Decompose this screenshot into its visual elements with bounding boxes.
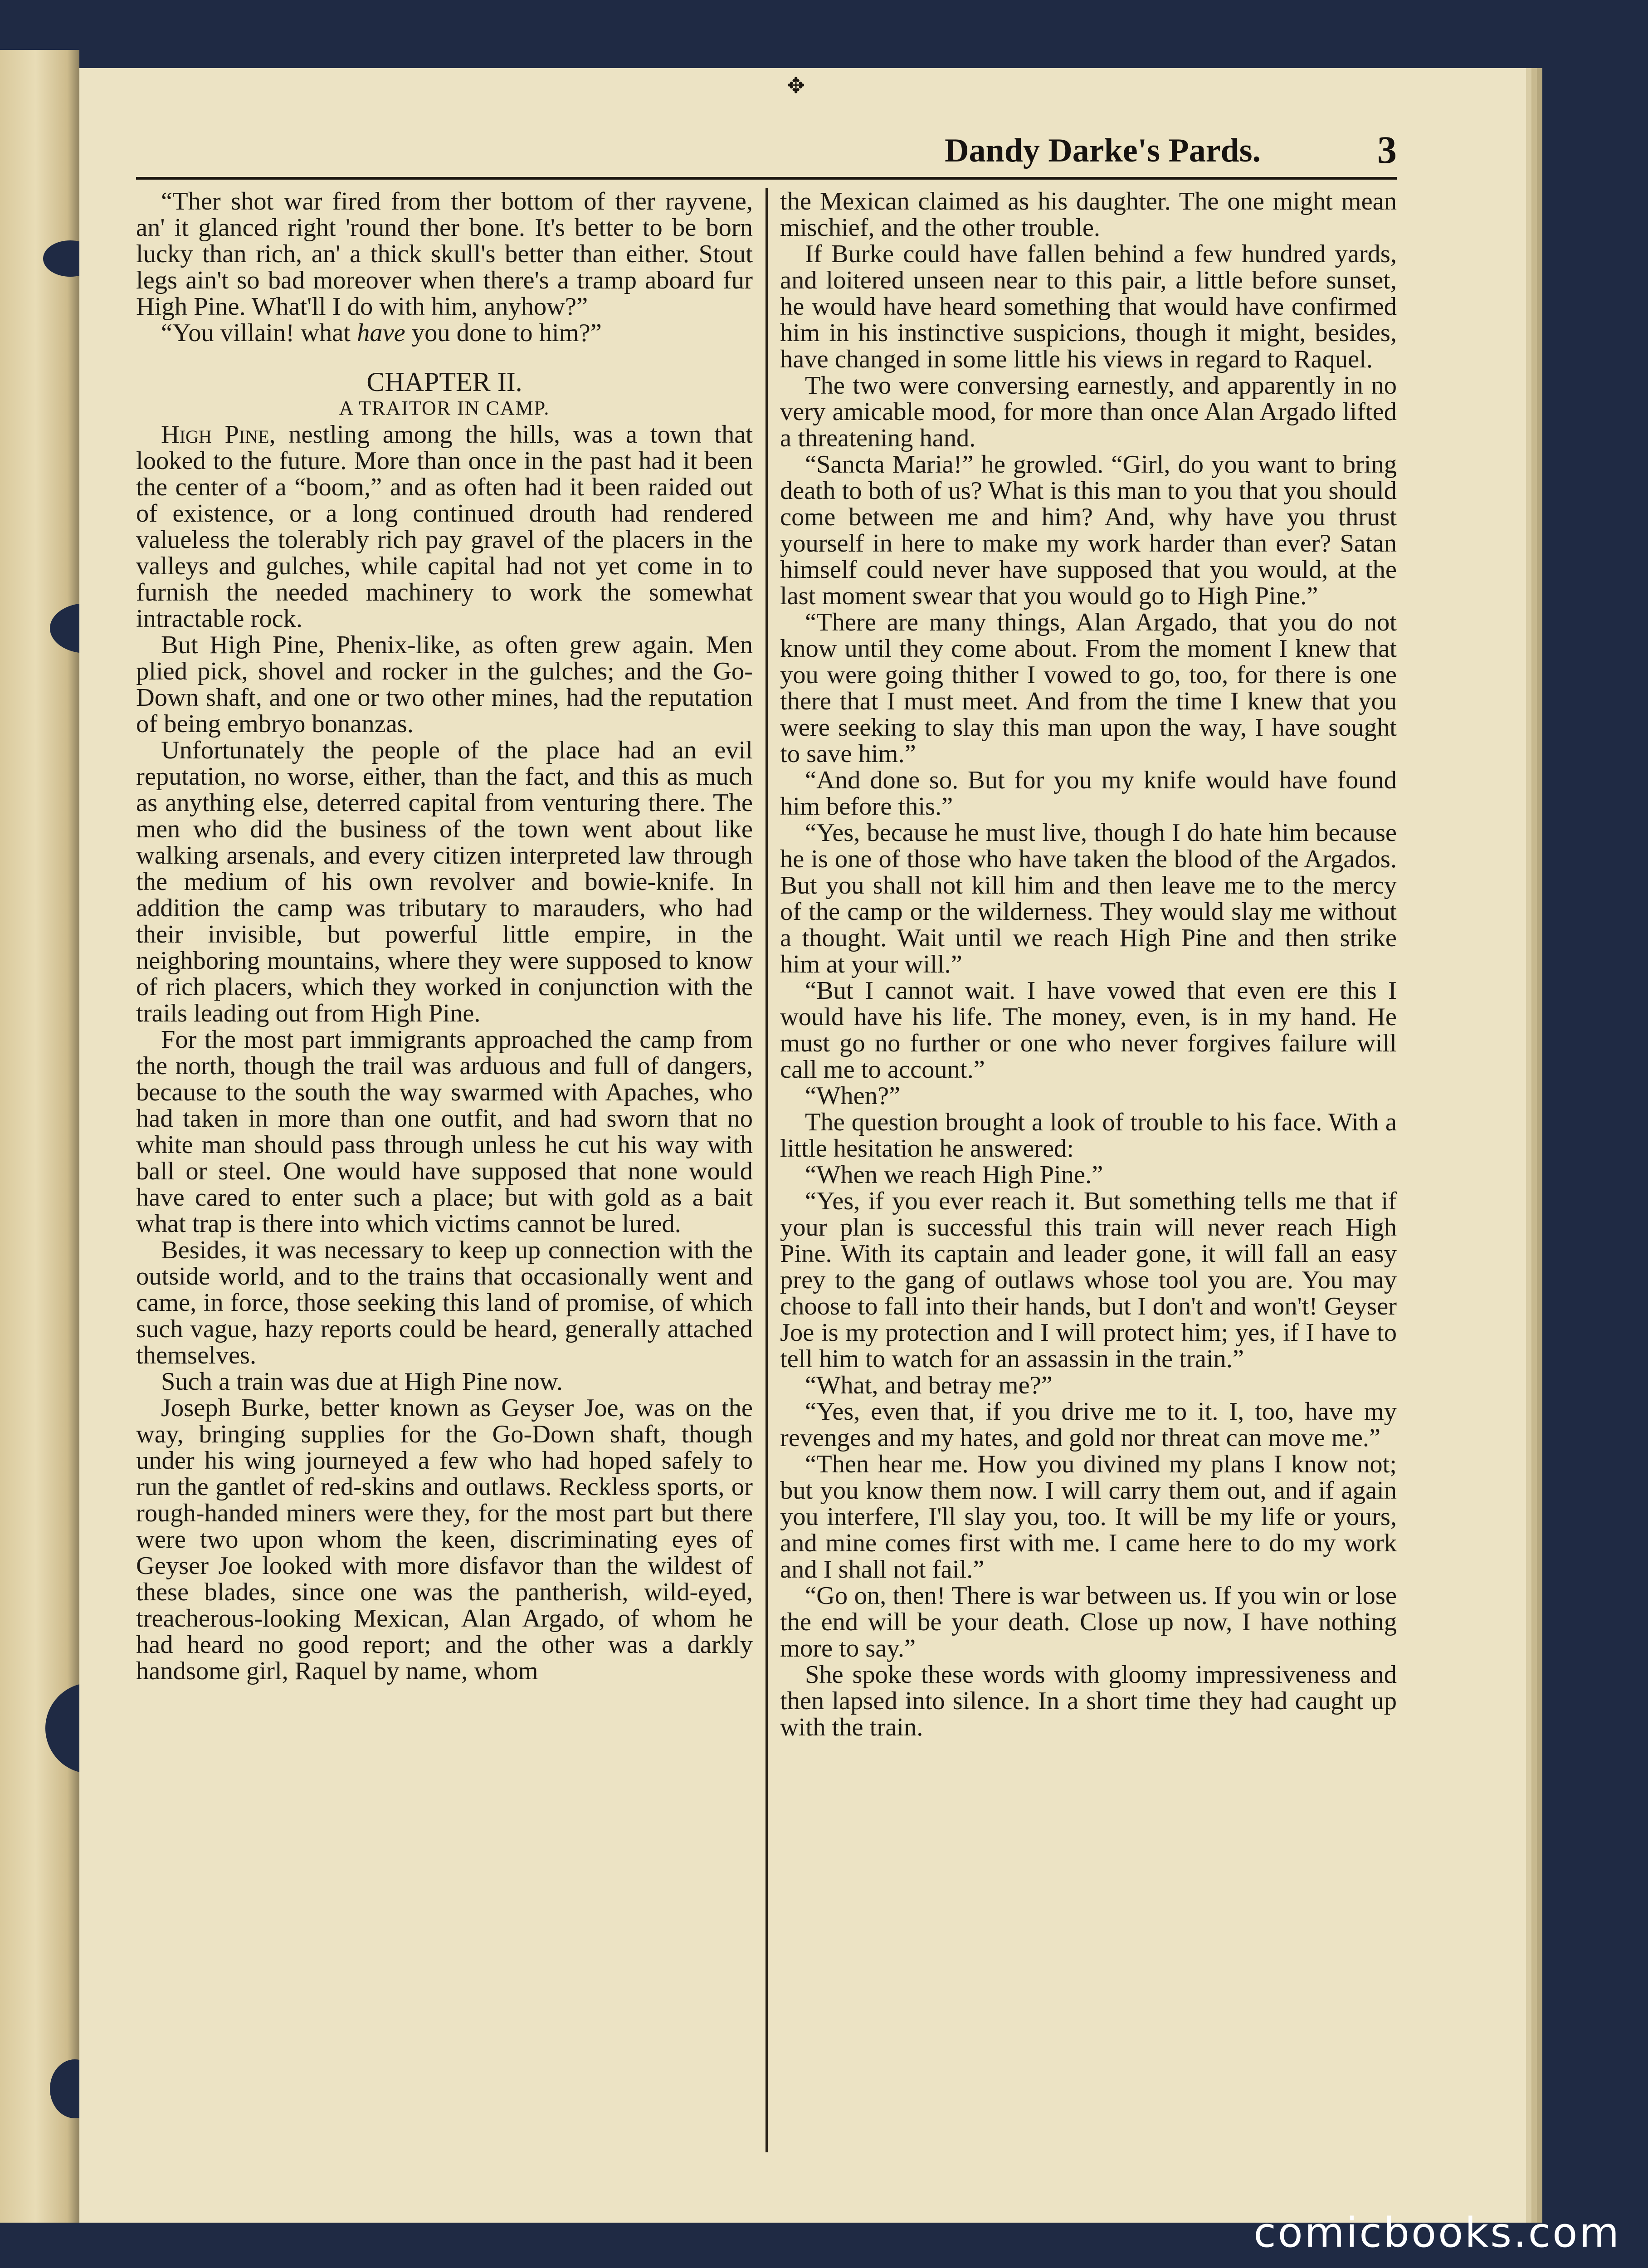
paragraph: Such a train was due at High Pine now. — [161, 1368, 563, 1396]
page-ornament: ✥ — [787, 74, 805, 98]
page-header — [136, 127, 1397, 180]
left-column — [136, 188, 753, 2152]
paragraph: “Yes, even that, if you drive me to it. I, too, have my revenges and my hates, and gold nor threat can move me.” — [780, 1398, 1397, 1452]
column-rule — [765, 188, 768, 2152]
emphasis-text: have — [357, 319, 405, 347]
small-caps-text: High Pine — [161, 420, 269, 449]
paragraph — [136, 320, 753, 346]
right-column — [780, 188, 1397, 2152]
paragraph: The question brought a look of trouble to his face. With a little hesitation he answered: — [780, 1108, 1397, 1163]
text-columns — [136, 188, 1397, 2152]
paragraph: For the most part immigrants approached the camp from the north, though the trail was arduous and full of dangers, because to the south the way swarmed with Apaches, who had taken in more than one outfit, and had sworn that no white man should pass through unless he cut his way with ball or steel. One would have supposed that none would have cared to enter such a place; but with gold as a bait what trap is there into which victims cannot be lured. — [136, 1026, 753, 1238]
paragraph: If Burke could have fallen behind a few hundred yards, and loitered unseen near to this pair, a little before sunset, he would have heard something that would have confirmed him in his instinctive suspicions, though it might, besides, have changed in some little his views in regard to Raquel. — [780, 240, 1397, 373]
paragraph: She spoke these words with gloomy impressiveness and then lapsed into silence. In a short time they had caught up with the train. — [780, 1661, 1397, 1741]
page-number: 3 — [1377, 128, 1397, 171]
paragraph: “Yes, if you ever reach it. But something tells me that if your plan is successful this train will never reach High Pine. With its captain and leader gone, it will fall an easy prey to the gang of outlaws whose tool you are. You may choose to fall into their hands, but I don't and won't! Geyser Joe is my protection and I will protect him; yes, if I have to tell him to watch for an assassin in the train.” — [780, 1187, 1397, 1373]
paragraph — [136, 421, 753, 632]
paragraph: The two were conversing earnestly, and apparently in no very amicable mood, for more than once Alan Argado lifted a threatening hand. — [780, 371, 1397, 452]
text-run: , nestling among the hills, was a town that looked to the future. More than once in the past had it been the center of a “boom,” and as often had it been raided out of existence, or a long continued drouth had rendered valueless the tolerably rich pay gravel of the placers in the valleys and gulches, while capital had not yet come in to furnish the needed machinery to work the somewhat intractable rock. — [136, 420, 753, 633]
paragraph: But High Pine, Phenix-like, as often grew again. Men plied pick, shovel and rocker in the gulches; and the Go-Down shaft, and one or two other mines, had the reputation of being embryo bonanzas. — [136, 631, 753, 738]
paragraph: Unfortunately the people of the place had an evil reputation, no worse, either, than the fact, and this as much as anything else, deterred capital from venturing there. The men who did the business of the town went about like walking arsenals, and every citizen interpreted law through the medium of his own revolver and bowie-knife. In addition the camp was tributary to marauders, who had their invisible, but powerful little empire, in the neighboring mountains, where they were supposed to know of rich placers, which they worked in conjunction with the trails leading out from High Pine. — [136, 736, 753, 1027]
paragraph: “There are many things, Alan Argado, that you do not know until they come about. From the moment I knew that you were going thither I vowed to go, too, for there is one there that I must meet. And from the time I knew that you were seeking to slay this man upon the way, I have sought to save him.” — [780, 608, 1397, 768]
paragraph: “But I cannot wait. I have vowed that even ere this I would have his life. The money, even, is in my hand. He must go no further or one who never forgives failure will call me to account.” — [780, 977, 1397, 1084]
site-watermark: comicbooks.com — [1253, 2209, 1621, 2257]
paragraph: “Ther shot war fired from ther bottom of ther rayvene, an' it glanced right 'round ther bone. It's better to be born lucky than rich, an' a thick skull's better than either. Stout legs ain't so bad moreover when there's a tramp aboard fur High Pine. What'll I do with him, anyhow?” — [136, 188, 753, 321]
paragraph: “And done so. But for you my knife would have found him before this.” — [780, 766, 1397, 821]
paragraph: Besides, it was necessary to keep up connection with the outside world, and to the trains that occasionally went and came, in force, those seeking this land of promise, of which such vague, hazy reports could be heard, generally attached themselves. — [136, 1236, 753, 1369]
chapter-subtitle: A TRAITOR IN CAMP. — [339, 397, 550, 419]
text-run: you done to him?” — [405, 319, 602, 347]
paragraph: “When we reach High Pine.” — [805, 1161, 1103, 1189]
left-page-edge — [0, 50, 79, 2223]
running-title: Dandy Darke's Pards. — [945, 132, 1261, 169]
paragraph: “Then hear me. How you divined my plans I know not; but you know them now. I will carry them out, and if again you interfere, I'll slay you, too. It will be my life or yours, and mine comes first with me. I came here to do my work and I shall not fail.” — [780, 1450, 1397, 1584]
chapter-title: CHAPTER II. — [366, 367, 522, 397]
paragraph: Joseph Burke, better known as Geyser Joe, was on the way, bringing supplies for the Go-Down shaft, though under his wing journeyed a few who had hoped safely to run the gantlet of red-skins and outlaws. Reckless sports, or rough-handed miners were they, for the most part but there were two upon whom the keen, discriminating eyes of Geyser Joe looked with more disfavor than the wildest of these blades, since one was the pantherish, wild-eyed, treacherous-looking Mexican, Alan Argado, of whom he had heard no good report; and the other was a darkly handsome girl, Raquel by name, whom — [136, 1394, 753, 1685]
paragraph: “Yes, because he must live, though I do hate him because he is one of those who have taken the blood of the Argados. But you shall not kill him and then leave me to the mercy of the camp or the wilderness. They would slay me without a thought. Wait until we reach High Pine and then strike him at your will.” — [780, 819, 1397, 978]
paragraph: “Go on, then! There is war between us. If you win or lose the end will be your death. Close up now, I have nothing more to say.” — [780, 1582, 1397, 1662]
paragraph: “When?” — [805, 1082, 901, 1110]
paragraph: “Sancta Maria!” he growled. “Girl, do you want to bring death to both of us? What is this man to you that you should come between me and him? And, why have you thrust yourself in here to make my work harder than ever? Satan himself could never have supposed that you would, at the last moment swear that you would go to High Pine.” — [780, 450, 1397, 610]
text-run: “You villain! what — [161, 319, 357, 347]
paragraph: “What, and betray me?” — [805, 1371, 1053, 1399]
paragraph: the Mexican claimed as his daughter. The one might mean mischief, and the other trouble. — [780, 188, 1397, 242]
